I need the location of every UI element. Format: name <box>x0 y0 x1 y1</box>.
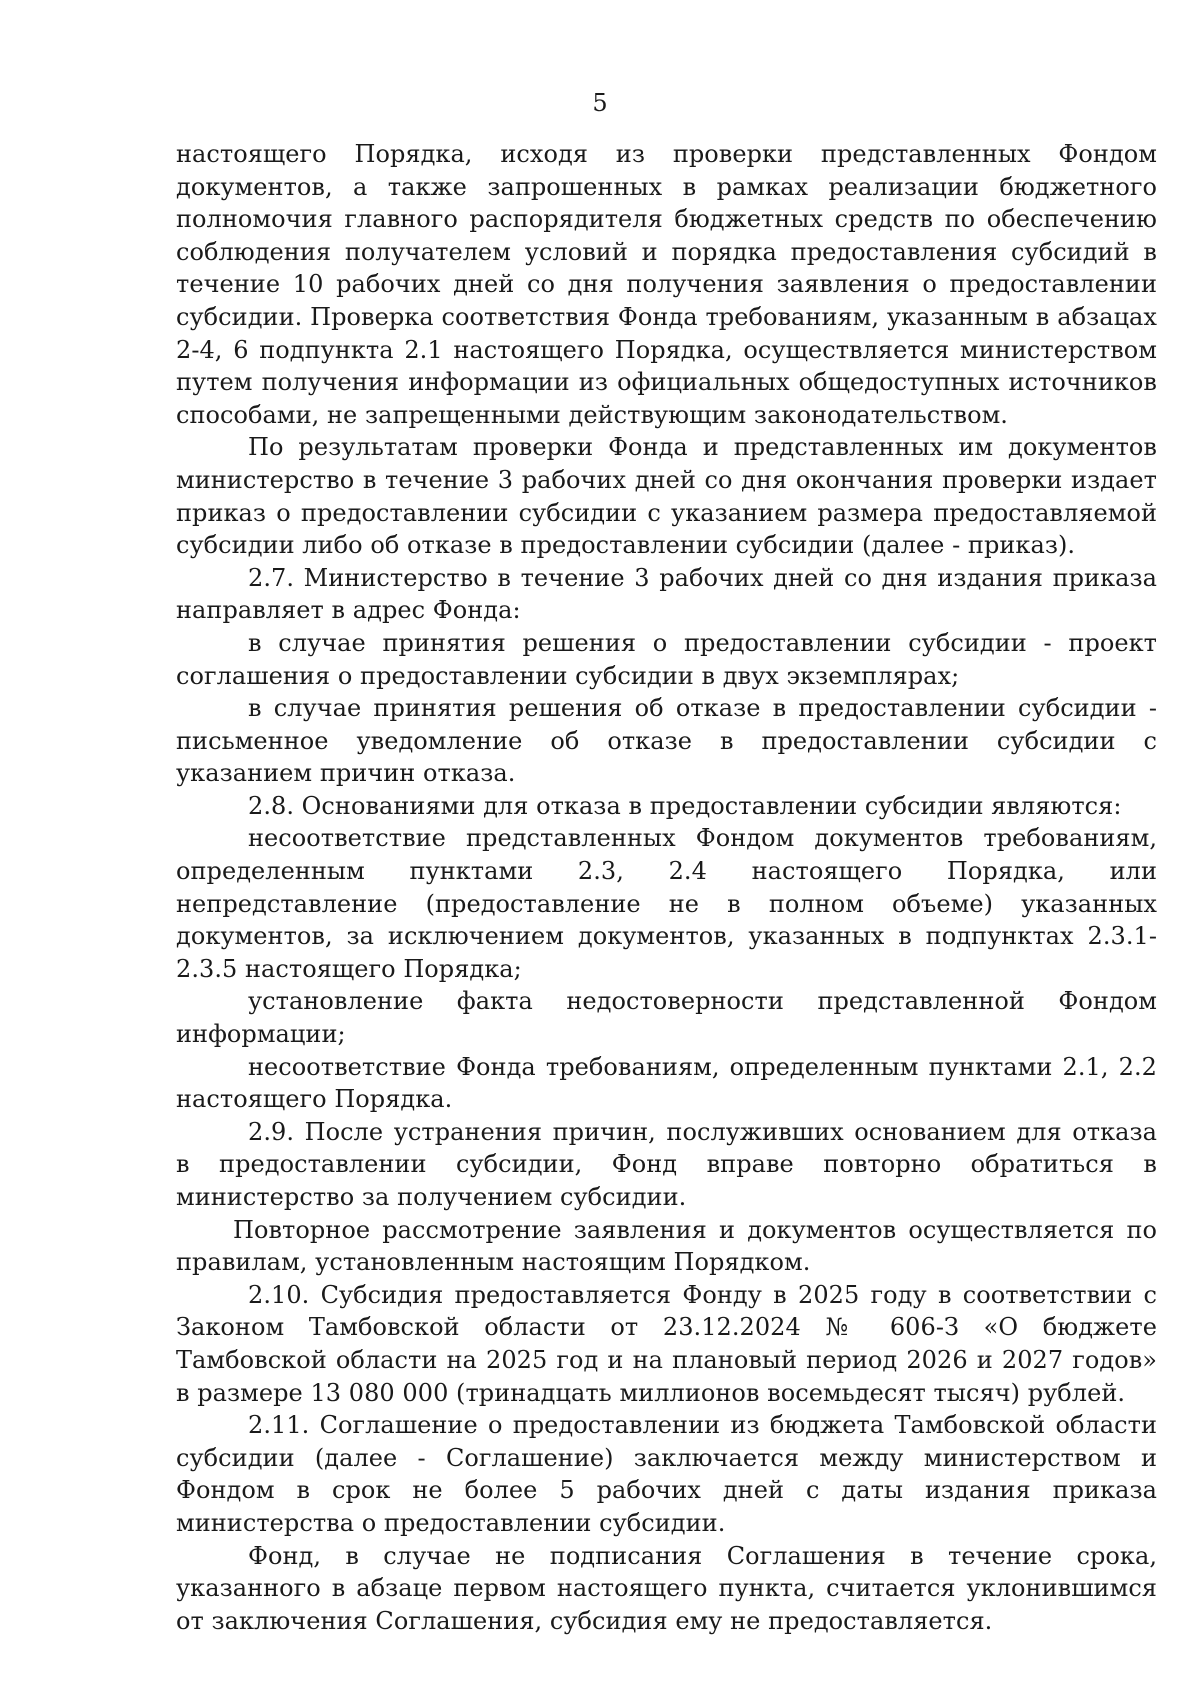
paragraph-2-8-ground-3: несоответствие Фонда требованиям, определенным пунктами 2.1, 2.2 настоящего Порядка. <box>176 1052 1157 1114</box>
paragraph-2-10: 2.10. Субсидия предоставляется Фонду в 2025 году в соответствии с Законом Тамбовской области от 23.12.2024 № 606-З «О бюджете Тамбовской области на 2025 год и на плановый период 2026 и 2027 годов» в размере 13 080 000 (тринадцать миллионов восемьдесят тысяч) рублей. <box>176 1280 1157 1407</box>
paragraph-2-11: 2.11. Соглашение о предоставлении из бюджета Тамбовской области субсидии (далее - Соглашение) заключается между министерством и Фондом в срок не более 5 рабочих дней с даты издания приказа министерства о предоставлении субсидии. <box>176 1411 1157 1537</box>
paragraph-2-7: 2.7. Министерство в течение 3 рабочих дней со дня издания приказа направляет в адрес Фонда: <box>176 563 1157 625</box>
paragraph-2-9: 2.9. После устранения причин, послуживших основанием для отказа в предоставлении субсидии, Фонд вправе повторно обратиться в министерство за получением субсидии. <box>176 1117 1157 1211</box>
paragraph-2-7-refusal: в случае принятия решения об отказе в предоставлении субсидии - письменное уведомление об отказе в предоставлении субсидии с указанием причин отказа. <box>176 694 1157 788</box>
paragraph-2-8-ground-2: установление факта недостоверности представленной Фондом информации; <box>176 987 1157 1049</box>
document-body <box>176 138 1157 1637</box>
paragraph-2-9-repeat: Повторное рассмотрение заявления и документов осуществляется по правилам, установленным настоящим Порядком. <box>176 1215 1157 1277</box>
paragraph-continuation: настоящего Порядка, исходя из проверки представленных Фондом документов, а также запрошенных в рамках реализации бюджетного полномочия главного распорядителя бюджетных средств по обеспечению соблюдения получателем условий и порядка предоставления субсидий в течение 10 рабочих дней со дня получения заявления о предоставлении субсидии. Проверка соответствия Фонда требованиям, указанным в абзацах 2-4, 6 подпункта 2.1 настоящего Порядка, осуществляется министерством путем получения информации из официальных общедоступных источников способами, не запрещенными действующим законодательством. <box>176 140 1157 429</box>
page-number: 5 <box>592 89 608 117</box>
paragraph-review-results: По результатам проверки Фонда и представленных им документов министерство в течение 3 рабочих дней со дня окончания проверки издает приказ о предоставлении субсидии с указанием размера предоставляемой субсидии либо об отказе в предоставлении субсидии (далее - приказ). <box>176 433 1157 560</box>
paragraph-2-11-evasion: Фонд, в случае не подписания Соглашения в течение срока, указанного в абзаце первом настоящего пункта, считается уклонившимся от заключения Соглашения, субсидия ему не предоставляется. <box>176 1541 1157 1635</box>
paragraph-2-7-approval: в случае принятия решения о предоставлении субсидии - проект соглашения о предоставлении субсидии в двух экземплярах; <box>176 628 1157 690</box>
paragraph-2-8-ground-1: несоответствие представленных Фондом документов требованиям, определенным пунктами 2.3, 2.4 настоящего Порядка, или непредставление (предоставление не в полном объеме) указанных документов, за исключением документов, указанных в подпунктах 2.3.1-2.3.5 настоящего Порядка; <box>176 824 1157 983</box>
paragraph-2-8: 2.8. Основаниями для отказа в предоставлении субсидии являются: <box>248 791 1122 820</box>
